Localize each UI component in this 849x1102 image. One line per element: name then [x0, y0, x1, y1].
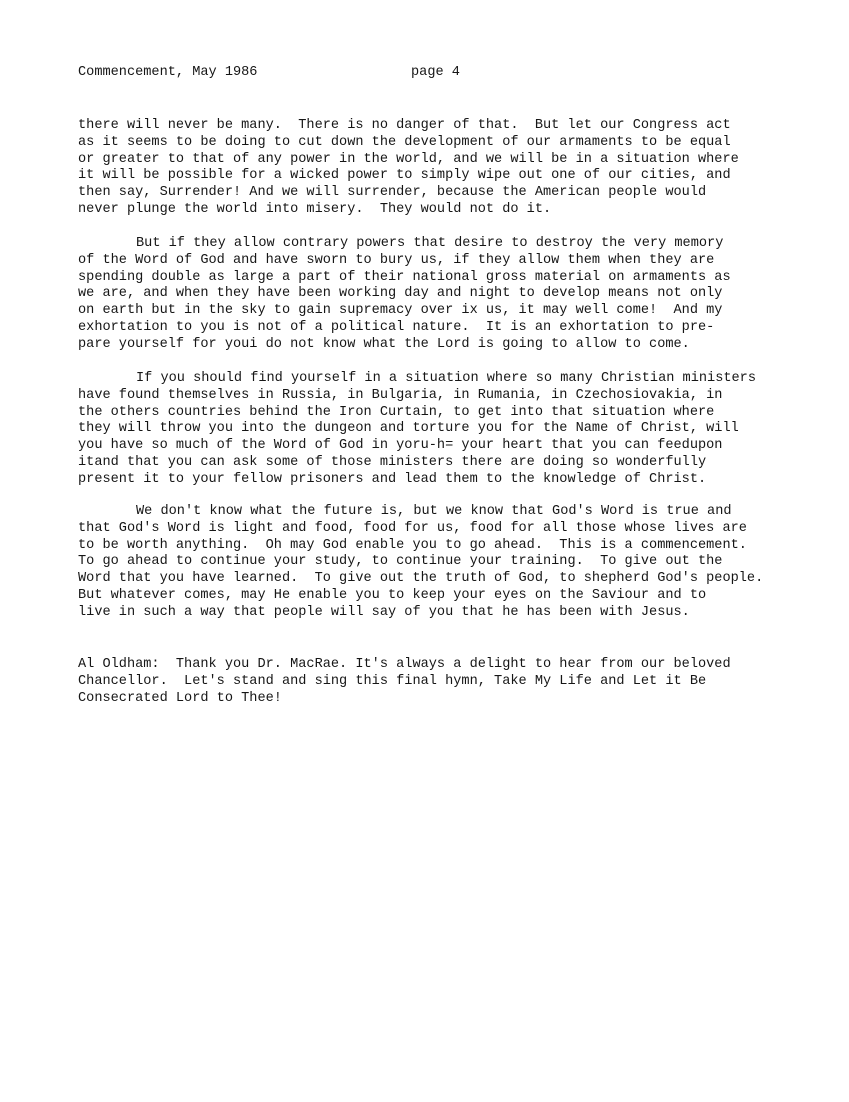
page-number: page 4	[411, 65, 460, 80]
paragraph-1	[78, 118, 798, 219]
text-line: as it seems to be doing to cut down the development of our armaments to be equal	[78, 134, 731, 150]
text-line: live in such a way that people will say of you that he has been with Jesus.	[78, 604, 690, 620]
text-line: But if they allow contrary powers that desire to destroy the very memory	[136, 236, 724, 251]
text-line: Chancellor. Let's stand and sing this final hymn, Take My Life and Let it Be	[78, 673, 707, 689]
text-line: Al Oldham: Thank you Dr. MacRae. It's always a delight to hear from our beloved	[78, 657, 731, 672]
text-line: it will be possible for a wicked power to simply wipe out one of our cities, and	[78, 168, 731, 184]
text-line: then say, Surrender! And we will surrender, because the American people would	[78, 185, 707, 201]
text-line: or greater to that of any power in the world, and we will be in a situation where	[78, 151, 739, 167]
text-line: there will never be many. There is no danger of that. But let our Congress act	[78, 118, 731, 133]
paragraph-3	[78, 371, 798, 489]
text-line: that God's Word is light and food, food for us, food for all those whose lives are	[78, 520, 747, 536]
text-line: never plunge the world into misery. They would not do it.	[78, 201, 552, 217]
text-line: spending double as large a part of their national gross material on armaments as	[78, 269, 731, 285]
text-line: To go ahead to continue your study, to continue your training. To give out the	[78, 554, 723, 570]
paragraph-2	[78, 236, 798, 354]
text-line: of the Word of God and have sworn to bury us, if they allow them when they are	[78, 252, 715, 268]
text-line: itand that you can ask some of those ministers there are doing so wonderfully	[78, 454, 707, 470]
text-line: exhortation to you is not of a political nature. It is an exhortation to pre-	[78, 319, 715, 335]
text-line: they will throw you into the dungeon and torture you for the Name of Christ, will	[78, 421, 739, 437]
paragraph-5	[78, 657, 798, 707]
text-line: We don't know what the future is, but we know that God's Word is true and	[136, 504, 732, 519]
text-line: Consecrated Lord to Thee!	[78, 690, 282, 706]
text-line: you have so much of the Word of God in yoru-h= your heart that you can feedupon	[78, 438, 723, 454]
text-line: If you should find yourself in a situation where so many Christian ministers	[136, 371, 756, 386]
text-line: we are, and when they have been working day and night to develop means not only	[78, 286, 723, 302]
text-line: to be worth anything. Oh may God enable you to go ahead. This is a commencement.	[78, 537, 747, 553]
text-line: Word that you have learned. To give out the truth of God, to shepherd God's people.	[78, 571, 764, 587]
text-line: But whatever comes, may He enable you to keep your eyes on the Saviour and to	[78, 587, 707, 603]
text-line: the others countries behind the Iron Curtain, to get into that situation where	[78, 404, 715, 420]
paragraph-4	[78, 504, 798, 622]
page-header	[78, 63, 798, 83]
header-title: Commencement, May 1986	[78, 65, 258, 80]
text-line: on earth but in the sky to gain supremacy over ix us, it may well come! And my	[78, 303, 723, 319]
text-line: have found themselves in Russia, in Bulgaria, in Rumania, in Czechosiovakia, in	[78, 387, 723, 403]
text-line: present it to your fellow prisoners and lead them to the knowledge of Christ.	[78, 471, 707, 487]
text-line: pare yourself for youi do not know what the Lord is going to allow to come.	[78, 336, 690, 352]
